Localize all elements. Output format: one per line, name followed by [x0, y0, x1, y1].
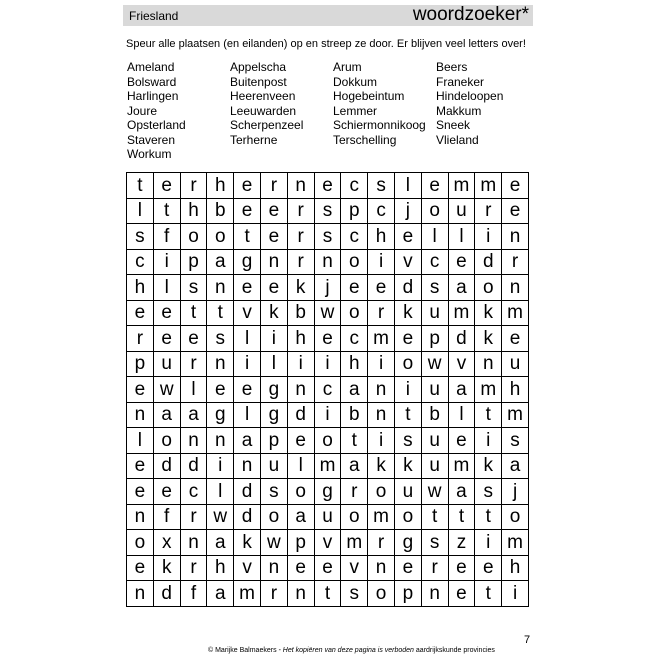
grid-cell[interactable]: e: [127, 479, 154, 505]
grid-cell[interactable]: n: [475, 352, 502, 378]
grid-cell[interactable]: a: [341, 454, 368, 480]
grid-cell[interactable]: d: [288, 403, 315, 429]
grid-cell[interactable]: n: [127, 505, 154, 531]
grid-cell[interactable]: r: [422, 556, 449, 582]
grid-cell[interactable]: e: [154, 479, 181, 505]
grid-cell[interactable]: s: [127, 224, 154, 250]
grid-cell[interactable]: w: [207, 505, 234, 531]
grid-cell[interactable]: o: [368, 581, 395, 607]
grid-cell[interactable]: d: [154, 454, 181, 480]
grid-cell[interactable]: g: [315, 479, 342, 505]
grid-cell[interactable]: k: [395, 301, 422, 327]
grid-cell[interactable]: r: [181, 556, 208, 582]
grid-cell[interactable]: d: [395, 275, 422, 301]
page-number: 7: [524, 634, 531, 646]
grid-cell[interactable]: t: [341, 428, 368, 454]
grid-cell[interactable]: a: [449, 479, 476, 505]
grid-cell[interactable]: l: [127, 428, 154, 454]
grid-cell[interactable]: n: [261, 250, 288, 276]
grid-cell[interactable]: n: [502, 224, 529, 250]
grid-cell[interactable]: r: [288, 199, 315, 225]
grid-cell[interactable]: n: [181, 530, 208, 556]
grid-cell[interactable]: c: [422, 250, 449, 276]
grid-cell[interactable]: u: [449, 199, 476, 225]
grid-cell[interactable]: m: [502, 403, 529, 429]
grid-cell[interactable]: s: [315, 224, 342, 250]
grid-cell[interactable]: p: [181, 250, 208, 276]
grid-cell[interactable]: w: [422, 479, 449, 505]
grid-cell[interactable]: t: [127, 173, 154, 199]
grid-cell[interactable]: s: [422, 275, 449, 301]
grid-cell[interactable]: a: [207, 530, 234, 556]
grid-cell[interactable]: c: [181, 479, 208, 505]
grid-cell[interactable]: t: [234, 224, 261, 250]
grid-cell[interactable]: b: [207, 199, 234, 225]
word-item: Arum: [333, 60, 362, 74]
grid-cell[interactable]: n: [422, 581, 449, 607]
grid-cell[interactable]: d: [234, 479, 261, 505]
grid-cell[interactable]: l: [288, 454, 315, 480]
grid-cell[interactable]: c: [127, 250, 154, 276]
page-title: woordzoeker*: [412, 4, 529, 25]
word-item: Franeker: [436, 74, 485, 89]
grid-cell[interactable]: e: [449, 250, 476, 276]
grid-cell[interactable]: a: [449, 275, 476, 301]
grid-cell[interactable]: i: [315, 403, 342, 429]
grid-cell[interactable]: i: [368, 352, 395, 378]
word-item: Joure: [127, 103, 158, 118]
grid-cell[interactable]: h: [368, 224, 395, 250]
grid-cell[interactable]: r: [181, 173, 208, 199]
grid-cell[interactable]: j: [502, 479, 529, 505]
grid-cell[interactable]: m: [475, 377, 502, 403]
grid-cell[interactable]: e: [234, 377, 261, 403]
grid-cell[interactable]: v: [234, 556, 261, 582]
grid-cell[interactable]: e: [154, 326, 181, 352]
grid-cell[interactable]: k: [475, 301, 502, 327]
grid-cell[interactable]: h: [207, 556, 234, 582]
grid-cell[interactable]: l: [181, 377, 208, 403]
grid-cell[interactable]: l: [207, 479, 234, 505]
grid-cell[interactable]: v: [315, 530, 342, 556]
grid-cell[interactable]: s: [315, 199, 342, 225]
grid-cell[interactable]: h: [341, 352, 368, 378]
grid-cell[interactable]: l: [234, 326, 261, 352]
grid-cell[interactable]: p: [422, 326, 449, 352]
grid-cell[interactable]: w: [422, 352, 449, 378]
grid-cell[interactable]: e: [127, 556, 154, 582]
grid-cell[interactable]: o: [475, 275, 502, 301]
word-item: Harlingen: [127, 89, 179, 103]
subject-text: aardrijkskunde provincies: [415, 647, 495, 654]
grid-cell[interactable]: u: [502, 352, 529, 378]
grid-cell[interactable]: e: [261, 275, 288, 301]
grid-cell[interactable]: x: [154, 530, 181, 556]
word-item: Lemmer: [333, 103, 378, 118]
grid-cell[interactable]: r: [261, 581, 288, 607]
grid-cell[interactable]: n: [261, 556, 288, 582]
grid-cell[interactable]: i: [368, 428, 395, 454]
grid-cell[interactable]: n: [127, 581, 154, 607]
grid-cell[interactable]: s: [475, 479, 502, 505]
grid-cell[interactable]: h: [207, 173, 234, 199]
grid-cell[interactable]: v: [341, 556, 368, 582]
grid-cell[interactable]: k: [154, 556, 181, 582]
grid-cell[interactable]: h: [127, 275, 154, 301]
grid-cell[interactable]: m: [449, 454, 476, 480]
grid-cell[interactable]: m: [341, 530, 368, 556]
grid-cell[interactable]: r: [475, 199, 502, 225]
word-item: Makkum: [436, 103, 482, 118]
grid-cell[interactable]: a: [154, 403, 181, 429]
letter-grid: [126, 172, 529, 607]
grid-cell[interactable]: e: [341, 275, 368, 301]
grid-cell[interactable]: c: [315, 377, 342, 403]
grid-cell[interactable]: r: [288, 250, 315, 276]
grid-cell[interactable]: r: [368, 301, 395, 327]
grid-cell[interactable]: i: [154, 250, 181, 276]
grid-cell[interactable]: w: [154, 377, 181, 403]
grid-cell[interactable]: s: [207, 326, 234, 352]
grid-cell[interactable]: c: [341, 224, 368, 250]
grid-cell[interactable]: a: [207, 250, 234, 276]
grid-cell[interactable]: v: [234, 301, 261, 327]
grid-cell[interactable]: o: [127, 530, 154, 556]
grid-cell[interactable]: v: [449, 352, 476, 378]
grid-cell[interactable]: o: [261, 505, 288, 531]
grid-cell[interactable]: i: [234, 352, 261, 378]
grid-cell[interactable]: a: [234, 428, 261, 454]
grid-cell[interactable]: i: [475, 530, 502, 556]
grid-cell[interactable]: n: [181, 428, 208, 454]
grid-cell[interactable]: r: [181, 352, 208, 378]
grid-cell[interactable]: w: [261, 530, 288, 556]
grid-cell[interactable]: k: [475, 326, 502, 352]
grid-cell[interactable]: s: [422, 530, 449, 556]
grid-cell[interactable]: i: [207, 454, 234, 480]
grid-cell[interactable]: e: [395, 224, 422, 250]
grid-cell[interactable]: o: [341, 301, 368, 327]
grid-cell[interactable]: e: [449, 581, 476, 607]
grid-cell[interactable]: e: [261, 199, 288, 225]
grid-cell[interactable]: e: [395, 326, 422, 352]
grid-cell[interactable]: m: [368, 505, 395, 531]
grid-cell[interactable]: r: [502, 250, 529, 276]
grid-cell[interactable]: i: [502, 581, 529, 607]
grid-cell[interactable]: d: [234, 505, 261, 531]
grid-cell[interactable]: f: [154, 224, 181, 250]
grid-cell[interactable]: o: [288, 479, 315, 505]
grid-cell[interactable]: o: [422, 199, 449, 225]
grid-cell[interactable]: e: [127, 301, 154, 327]
grid-cell[interactable]: o: [395, 352, 422, 378]
grid-cell[interactable]: p: [261, 428, 288, 454]
grid-cell[interactable]: e: [395, 556, 422, 582]
grid-cell[interactable]: l: [261, 352, 288, 378]
grid-cell[interactable]: z: [449, 530, 476, 556]
instruction-text: Speur alle plaatsen (en eilanden) op en streep ze door. Er blijven veel letters over!: [126, 38, 526, 50]
grid-cell[interactable]: t: [207, 301, 234, 327]
grid-cell[interactable]: v: [395, 250, 422, 276]
grid-cell[interactable]: r: [288, 224, 315, 250]
grid-cell[interactable]: e: [315, 556, 342, 582]
grid-cell[interactable]: n: [315, 250, 342, 276]
grid-cell[interactable]: i: [288, 352, 315, 378]
grid-cell[interactable]: i: [368, 250, 395, 276]
grid-cell[interactable]: p: [288, 530, 315, 556]
grid-cell[interactable]: c: [368, 199, 395, 225]
grid-cell[interactable]: e: [207, 377, 234, 403]
grid-cell[interactable]: n: [502, 275, 529, 301]
grid-cell[interactable]: s: [261, 479, 288, 505]
grid-cell[interactable]: r: [261, 173, 288, 199]
grid-cell[interactable]: u: [422, 377, 449, 403]
word-item: Bolsward: [127, 74, 177, 89]
grid-cell[interactable]: u: [395, 479, 422, 505]
grid-cell[interactable]: l: [395, 173, 422, 199]
word-item: Hogebeintum: [333, 89, 405, 103]
grid-cell[interactable]: k: [261, 301, 288, 327]
grid-cell[interactable]: a: [181, 403, 208, 429]
word-item: Sneek: [436, 118, 471, 132]
grid-cell[interactable]: e: [234, 199, 261, 225]
grid-cell[interactable]: e: [368, 275, 395, 301]
grid-cell[interactable]: i: [315, 352, 342, 378]
word-item: Heerenveen: [230, 89, 296, 103]
grid-cell[interactable]: o: [395, 505, 422, 531]
grid-cell[interactable]: n: [207, 428, 234, 454]
word-item: Scherpenzeel: [230, 118, 304, 132]
grid-cell[interactable]: k: [368, 454, 395, 480]
word-item: Terschelling: [333, 132, 397, 147]
grid-cell[interactable]: o: [368, 479, 395, 505]
word-item: Terherne: [230, 132, 278, 147]
grid-cell[interactable]: e: [422, 173, 449, 199]
grid-cell[interactable]: o: [154, 428, 181, 454]
grid-cell[interactable]: f: [181, 581, 208, 607]
grid-cell[interactable]: e: [181, 326, 208, 352]
word-item: Schiermonnikoog: [333, 118, 426, 132]
grid-cell[interactable]: n: [207, 352, 234, 378]
grid-cell[interactable]: e: [288, 428, 315, 454]
word-item: Hindeloopen: [436, 89, 504, 103]
grid-cell[interactable]: u: [422, 301, 449, 327]
grid-cell[interactable]: k: [395, 454, 422, 480]
grid-cell[interactable]: m: [315, 454, 342, 480]
grid-cell[interactable]: e: [288, 556, 315, 582]
grid-cell[interactable]: a: [288, 505, 315, 531]
grid-cell[interactable]: o: [207, 224, 234, 250]
copy-notice: - Het kopiëren van deze pagina is verboden: [278, 647, 414, 654]
grid-cell[interactable]: b: [288, 301, 315, 327]
word-item: Vlieland: [436, 132, 479, 147]
grid-cell[interactable]: e: [449, 556, 476, 582]
grid-cell[interactable]: o: [341, 505, 368, 531]
grid-cell[interactable]: t: [475, 581, 502, 607]
grid-cell[interactable]: i: [395, 377, 422, 403]
grid-cell[interactable]: e: [502, 199, 529, 225]
grid-cell[interactable]: o: [315, 428, 342, 454]
grid-cell[interactable]: m: [368, 326, 395, 352]
word-item: Staveren: [127, 132, 176, 147]
grid-cell[interactable]: j: [315, 275, 342, 301]
grid-cell[interactable]: u: [261, 454, 288, 480]
grid-cell[interactable]: g: [207, 403, 234, 429]
grid-cell[interactable]: m: [502, 301, 529, 327]
grid-cell[interactable]: n: [127, 403, 154, 429]
grid-cell[interactable]: s: [368, 173, 395, 199]
grid-cell[interactable]: r: [181, 505, 208, 531]
grid-cell[interactable]: n: [234, 454, 261, 480]
grid-cell[interactable]: e: [475, 556, 502, 582]
grid-cell[interactable]: b: [341, 403, 368, 429]
grid-cell[interactable]: r: [341, 479, 368, 505]
grid-cell[interactable]: j: [395, 199, 422, 225]
grid-cell[interactable]: d: [181, 454, 208, 480]
grid-cell[interactable]: b: [422, 403, 449, 429]
grid-cell[interactable]: e: [502, 173, 529, 199]
grid-cell[interactable]: n: [207, 275, 234, 301]
grid-cell[interactable]: u: [422, 454, 449, 480]
grid-cell[interactable]: l: [449, 403, 476, 429]
grid-cell[interactable]: i: [475, 224, 502, 250]
grid-cell[interactable]: t: [475, 505, 502, 531]
grid-cell[interactable]: n: [288, 377, 315, 403]
grid-cell[interactable]: g: [261, 403, 288, 429]
grid-cell[interactable]: g: [234, 250, 261, 276]
grid-cell[interactable]: a: [207, 581, 234, 607]
grid-cell[interactable]: c: [341, 173, 368, 199]
grid-cell[interactable]: g: [261, 377, 288, 403]
grid-cell[interactable]: l: [449, 224, 476, 250]
grid-cell[interactable]: g: [395, 530, 422, 556]
grid-cell[interactable]: m: [502, 530, 529, 556]
grid-cell[interactable]: d: [154, 581, 181, 607]
grid-cell[interactable]: t: [154, 199, 181, 225]
grid-cell[interactable]: h: [288, 326, 315, 352]
grid-cell[interactable]: c: [341, 326, 368, 352]
grid-cell[interactable]: n: [368, 556, 395, 582]
grid-cell[interactable]: p: [127, 352, 154, 378]
footer: [208, 647, 495, 654]
grid-cell[interactable]: s: [341, 581, 368, 607]
word-item: Buitenpost: [230, 74, 287, 89]
grid-cell[interactable]: r: [127, 326, 154, 352]
copyright-text: © Marijke Balmaekers: [208, 647, 277, 654]
grid-cell[interactable]: t: [475, 403, 502, 429]
grid-cell[interactable]: e: [127, 377, 154, 403]
grid-cell[interactable]: i: [261, 326, 288, 352]
word-item: Workum: [127, 147, 172, 161]
word-item: Dokkum: [333, 74, 378, 89]
grid-cell[interactable]: l: [154, 275, 181, 301]
grid-cell[interactable]: u: [422, 428, 449, 454]
grid-cell[interactable]: h: [502, 377, 529, 403]
province-label: Friesland: [129, 9, 179, 23]
grid-cell[interactable]: n: [288, 173, 315, 199]
grid-cell[interactable]: e: [154, 173, 181, 199]
word-item: Ameland: [127, 60, 175, 74]
grid-cell[interactable]: k: [288, 275, 315, 301]
grid-cell[interactable]: k: [234, 530, 261, 556]
grid-cell[interactable]: l: [422, 224, 449, 250]
grid-cell[interactable]: m: [475, 173, 502, 199]
word-item: Appelscha: [230, 60, 287, 74]
grid-cell[interactable]: t: [422, 505, 449, 531]
grid-cell[interactable]: e: [315, 326, 342, 352]
grid-cell[interactable]: e: [502, 326, 529, 352]
grid-cell[interactable]: t: [449, 505, 476, 531]
grid-cell[interactable]: i: [475, 428, 502, 454]
grid-cell[interactable]: d: [475, 250, 502, 276]
word-item: Beers: [436, 60, 468, 74]
grid-cell[interactable]: u: [154, 352, 181, 378]
grid-cell[interactable]: s: [502, 428, 529, 454]
grid-cell[interactable]: k: [475, 454, 502, 480]
grid-cell[interactable]: l: [127, 199, 154, 225]
grid-cell[interactable]: l: [234, 403, 261, 429]
grid-cell[interactable]: o: [181, 224, 208, 250]
grid-cell[interactable]: p: [341, 199, 368, 225]
grid-cell[interactable]: m: [234, 581, 261, 607]
grid-cell[interactable]: n: [368, 377, 395, 403]
header-bar: [123, 5, 533, 26]
grid-cell[interactable]: h: [181, 199, 208, 225]
grid-cell[interactable]: s: [181, 275, 208, 301]
grid-cell[interactable]: u: [315, 505, 342, 531]
grid-cell[interactable]: a: [341, 377, 368, 403]
grid-cell[interactable]: o: [341, 250, 368, 276]
grid-cell[interactable]: e: [261, 224, 288, 250]
grid-cell[interactable]: t: [181, 301, 208, 327]
grid-cell[interactable]: e: [315, 173, 342, 199]
grid-cell[interactable]: t: [315, 581, 342, 607]
grid-cell[interactable]: s: [395, 428, 422, 454]
grid-cell[interactable]: f: [154, 505, 181, 531]
grid-cell[interactable]: n: [288, 581, 315, 607]
grid-cell[interactable]: p: [395, 581, 422, 607]
word-item: Leeuwarden: [230, 103, 297, 118]
word-item: Opsterland: [127, 118, 186, 132]
grid-cell[interactable]: a: [502, 454, 529, 480]
grid-cell[interactable]: t: [395, 403, 422, 429]
grid-cell[interactable]: r: [368, 530, 395, 556]
grid-cell[interactable]: n: [368, 403, 395, 429]
grid-cell[interactable]: e: [127, 454, 154, 480]
word-list: [127, 60, 547, 162]
grid-cell[interactable]: m: [449, 301, 476, 327]
grid-cell[interactable]: e: [154, 301, 181, 327]
grid-cell[interactable]: e: [234, 173, 261, 199]
grid-cell[interactable]: w: [315, 301, 342, 327]
grid-cell[interactable]: h: [502, 556, 529, 582]
grid-cell[interactable]: e: [449, 428, 476, 454]
grid-cell[interactable]: o: [502, 505, 529, 531]
grid-cell[interactable]: e: [234, 275, 261, 301]
grid-cell[interactable]: m: [449, 173, 476, 199]
grid-cell[interactable]: d: [449, 326, 476, 352]
grid-cell[interactable]: a: [449, 377, 476, 403]
